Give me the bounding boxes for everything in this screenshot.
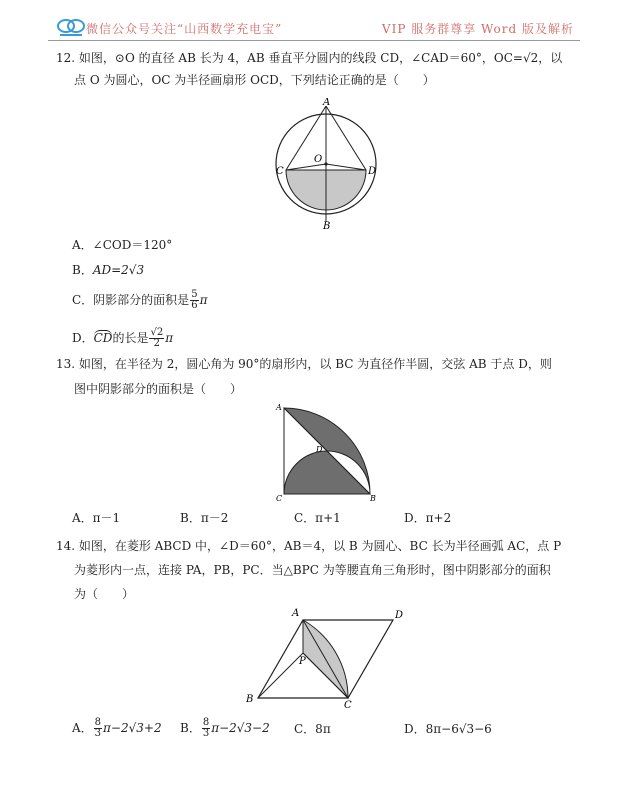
- q12-option-c-fraction: [190, 290, 198, 311]
- q12-label-a: A: [323, 98, 331, 108]
- q14-label-p: P: [299, 656, 306, 667]
- q12-option-d-prefix: D．: [72, 331, 94, 345]
- q14-label-a: A: [292, 608, 300, 619]
- q14-option-a-prefix: A．: [72, 721, 93, 735]
- q12-line2: 点 O 为圆心，OC 为半径画扇形 OCD，下列结论正确的是（ ）: [74, 73, 435, 87]
- header-left-text: 微信公众号关注“山西数学充电宝”: [86, 22, 283, 36]
- q12-segment-od: [326, 164, 366, 170]
- q14-label-d: D: [395, 610, 404, 621]
- q13-option-c: C．π+1: [294, 511, 341, 525]
- q13-label-a: A: [276, 403, 282, 412]
- q14-option-b: [180, 718, 270, 739]
- q12-option-d-arc: CD: [93, 331, 113, 345]
- q12-figure: [270, 98, 384, 230]
- q12-option-d-numerator: √2: [150, 327, 164, 338]
- q12-label-d: D: [368, 166, 377, 177]
- q14-option-a-suffix: π−2√3+2: [103, 721, 162, 735]
- page-header: [48, 14, 580, 41]
- q14-option-b-fraction: [202, 718, 210, 739]
- q13-line2: 图中阴影部分的面积是（ ）: [74, 382, 243, 396]
- q14-figure: [240, 602, 410, 710]
- q12-option-c-numerator: 5: [191, 289, 198, 300]
- q14-option-a-fraction: [94, 718, 102, 739]
- q14-option-b-suffix: π−2√3−2: [211, 721, 270, 735]
- q14-label-b: B: [246, 694, 254, 705]
- q14-option-a: [72, 718, 162, 739]
- q13-line1: 13. 如图，在半径为 2，圆心角为 90°的扇形内，以 BC 为直径作半圆，交弦 AB 于点 D，则: [56, 357, 552, 371]
- q12-label-c: C: [276, 166, 284, 177]
- q13-option-d: D．π+2: [404, 511, 452, 525]
- q14-label-c: C: [344, 700, 352, 710]
- q12-option-d: [72, 328, 173, 349]
- header-right-text: VIP 服务群尊享 Word 版及解析: [381, 22, 574, 36]
- q12-option-c: [72, 290, 207, 311]
- q12-option-d-denominator: 2: [153, 338, 160, 349]
- q14-line2: 为菱形内一点，连接 PA，PB，PC．当△BPC 为等腰直角三角形时，图中阴影部分的面积: [74, 563, 551, 577]
- q12-option-d-suffix: π: [165, 331, 174, 345]
- q13-option-b: B．π－2: [180, 511, 229, 525]
- q13-figure: [274, 402, 378, 504]
- q12-option-a: A．∠COD＝120°: [72, 238, 173, 252]
- q14-option-d: D．8π−6√3−6: [404, 722, 492, 736]
- q12-option-c-prefix: C．阴影部分的面积是: [72, 293, 190, 307]
- q14-option-b-numerator: 8: [202, 717, 210, 728]
- q12-option-c-suffix: π: [199, 293, 208, 307]
- q12-option-b-text: AD=2√3: [92, 263, 145, 277]
- logo-icon: [56, 14, 86, 38]
- q12-option-b: [72, 262, 144, 278]
- q12-center-dot: [324, 162, 327, 165]
- q12-line1: 12. 如图，⊙O 的直径 AB 长为 4，AB 垂直平分圆内的线段 CD，∠CAD＝60°，OC=√2，以: [56, 51, 563, 65]
- q12-option-c-denominator: 6: [191, 300, 198, 311]
- q13-label-d: D: [316, 445, 323, 454]
- q12-segment-ad: [326, 106, 366, 170]
- q14-option-a-denominator: 3: [94, 728, 102, 739]
- q13-label-b: B: [370, 494, 376, 503]
- q12-option-d-mid: 的长是: [112, 331, 149, 345]
- q14-option-a-numerator: 8: [94, 717, 102, 728]
- q12-option-d-fraction: [149, 328, 164, 349]
- q13-option-a: A．π－1: [72, 511, 121, 525]
- q14-option-b-prefix: B．: [180, 721, 201, 735]
- q12-label-b: B: [323, 221, 331, 230]
- q14-line3: 为（ ）: [74, 587, 135, 601]
- q14-option-c: C．8π: [294, 722, 331, 736]
- q14-line1: 14. 如图，在菱形 ABCD 中，∠D＝60°，AB＝4，以 B 为圆心、BC 长为半径画弧 AC，点 P: [56, 539, 562, 553]
- q12-option-b-prefix: B．: [72, 263, 93, 277]
- q13-label-c: C: [276, 494, 283, 503]
- q14-option-b-denominator: 3: [202, 728, 210, 739]
- q12-label-o: O: [314, 154, 323, 165]
